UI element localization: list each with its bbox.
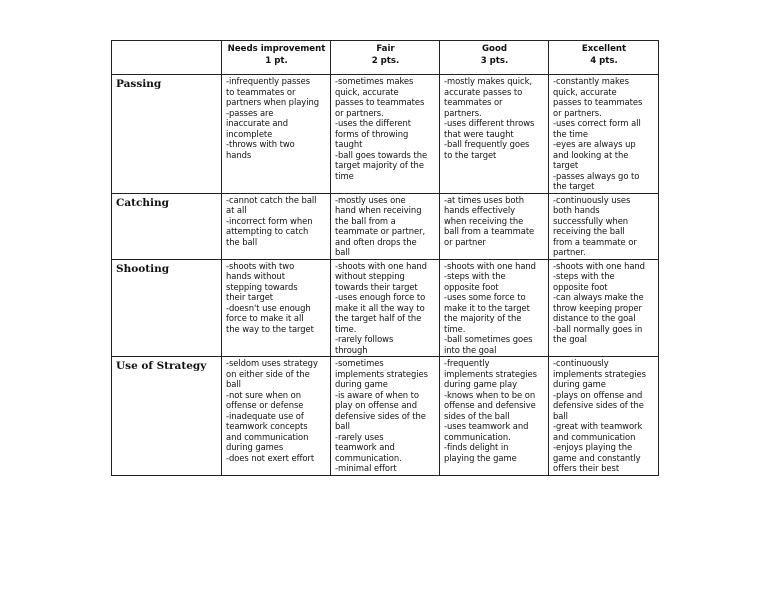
level-label: Excellent (581, 44, 627, 54)
criteria-line: hands effectively (444, 205, 516, 215)
criteria-line: opposite foot (553, 281, 608, 292)
criteria-line: successfully when (553, 215, 629, 226)
criteria-line: distance to the goal (553, 313, 636, 323)
criteria-line: -ball goes towards the (335, 149, 428, 160)
criteria-line: -uses correct form all (553, 118, 641, 128)
criteria-line: during game play (444, 379, 518, 389)
criteria-line: -mostly makes quick, (444, 76, 532, 86)
criteria-line: inaccurate and (226, 118, 289, 128)
criteria-line: -mostly uses one (335, 194, 406, 205)
criteria-line: offense or defense (226, 400, 304, 410)
criteria-line: during game (335, 379, 388, 389)
level-points: 1 pt. (265, 56, 288, 66)
criteria-line: partner. (553, 247, 586, 257)
criteria-line: from a teammate or (553, 236, 637, 247)
header-row (112, 41, 659, 75)
criteria-line: towards their target (335, 281, 418, 292)
criteria-line: sides of the ball (444, 410, 510, 421)
criteria-line: -at times uses both (444, 194, 524, 205)
criteria-line: teammate or partner, (335, 226, 426, 236)
criteria-cell (222, 259, 331, 357)
criteria-line: ball (226, 379, 241, 389)
criteria-cell (440, 75, 549, 194)
criteria-line: -cannot catch the ball (226, 194, 317, 205)
criteria-line: -continuously uses (553, 194, 631, 205)
criteria-line: playing the game (444, 452, 517, 463)
level-header (440, 41, 549, 75)
criteria-line: time. (335, 323, 357, 334)
criteria-line: accurate passes to (444, 86, 523, 97)
criteria-line: at all (226, 205, 247, 215)
category-label: Catching (112, 193, 222, 259)
criteria-line: during games (226, 442, 284, 452)
rubric-row (112, 259, 659, 357)
criteria-line: target (553, 160, 579, 170)
criteria-line: -can always make the (553, 292, 644, 302)
category-label: Use of Strategy (112, 357, 222, 476)
criteria-line: -eyes are always up (553, 139, 636, 149)
level-label: Fair (376, 44, 395, 54)
criteria-line: -rarely follows (335, 334, 394, 344)
criteria-line: throw keeping proper (553, 302, 642, 313)
criteria-line: -shoots with one hand (553, 260, 645, 271)
header-corner (112, 41, 222, 75)
criteria-line: -inadequate use of (226, 410, 304, 421)
criteria-line: -infrequently passes (226, 76, 311, 86)
criteria-line: communication. (335, 452, 402, 463)
criteria-line: ball (335, 421, 350, 431)
criteria-line: -knows when to be on (444, 389, 536, 400)
criteria-line: -ball sometimes goes (444, 334, 533, 344)
criteria-line: -steps with the (553, 271, 615, 281)
criteria-line: quick, accurate (553, 86, 617, 97)
criteria-line: ball from a teammate (444, 226, 535, 236)
criteria-line: during game (553, 379, 606, 389)
criteria-line: ball (553, 410, 568, 421)
criteria-line: -passes always go to (553, 170, 640, 181)
criteria-line: without stepping (335, 271, 405, 281)
criteria-line: -uses the different (335, 118, 412, 128)
criteria-line: -ball normally goes in (553, 323, 643, 334)
criteria-line: hands (226, 149, 252, 160)
criteria-line: receiving the ball (553, 226, 625, 236)
criteria-line: the way to the target (226, 323, 314, 334)
criteria-line: -is aware of when to (335, 389, 419, 400)
criteria-line: ball (335, 247, 350, 257)
criteria-line: passes to teammates (335, 97, 425, 107)
level-header (222, 41, 331, 75)
criteria-cell (331, 357, 440, 476)
criteria-line: hands without (226, 271, 285, 281)
criteria-line: both hands (553, 205, 600, 215)
criteria-line: offense and defensive (444, 400, 536, 410)
criteria-cell (549, 193, 659, 259)
criteria-line: defensive sides of the (553, 400, 644, 410)
criteria-cell (331, 259, 440, 357)
criteria-line: implements strategies (335, 368, 428, 379)
criteria-line: the goal (553, 334, 587, 344)
criteria-line: -steps with the (444, 271, 506, 281)
criteria-line: -seldom uses strategy (226, 358, 318, 368)
criteria-line: -uses some force to (444, 292, 526, 302)
criteria-line: incomplete (226, 128, 273, 139)
criteria-line: -finds delight in (444, 442, 509, 452)
criteria-line: target majority of the (335, 160, 424, 170)
criteria-line: or partner (444, 236, 486, 247)
criteria-line: the ball (226, 236, 258, 247)
criteria-line: -incorrect form when (226, 215, 313, 226)
rubric-row (112, 357, 659, 476)
criteria-line: attempting to catch (226, 226, 309, 236)
criteria-line: -uses different throws (444, 118, 535, 128)
rubric-body (112, 75, 659, 476)
criteria-line: and often drops the (335, 236, 417, 247)
criteria-line: the target half of the (335, 313, 422, 323)
criteria-line: the target (553, 181, 595, 191)
criteria-line: implements strategies (444, 368, 537, 379)
criteria-line: and communication (226, 431, 309, 442)
criteria-line: opposite foot (444, 281, 499, 292)
criteria-line: quick, accurate (335, 86, 399, 97)
level-points: 2 pts. (371, 56, 400, 66)
criteria-line: time. (444, 323, 466, 334)
criteria-line: on either side of the (226, 368, 310, 379)
criteria-line: make it all the way to (335, 302, 425, 313)
criteria-line: teamwork and (335, 442, 395, 452)
criteria-cell (222, 357, 331, 476)
criteria-line: forms of throwing (335, 128, 409, 139)
criteria-line: -sometimes makes (335, 76, 414, 86)
criteria-line: to teammates or (226, 86, 296, 97)
criteria-line: that were taught (444, 128, 514, 139)
criteria-cell (222, 193, 331, 259)
criteria-line: and looking at the (553, 149, 629, 160)
criteria-line: force to make it all (226, 313, 304, 323)
criteria-line: through (335, 344, 368, 355)
criteria-line: -sometimes (335, 358, 384, 368)
criteria-line: -constantly makes (553, 76, 629, 86)
criteria-line: their target (226, 292, 274, 302)
level-label: Good (481, 44, 507, 54)
criteria-line: into the goal (444, 344, 497, 355)
criteria-line: to the target (444, 149, 497, 160)
criteria-line: when receiving the (444, 215, 524, 226)
rubric-row (112, 75, 659, 194)
criteria-line: -plays on offense and (553, 389, 643, 400)
criteria-line: play on offense and (335, 400, 417, 410)
criteria-cell (440, 357, 549, 476)
criteria-line: -minimal effort (335, 463, 397, 473)
criteria-line: -does not exert effort (226, 452, 315, 463)
criteria-line: passes to teammates (553, 97, 643, 107)
criteria-line: -frequently (444, 358, 490, 368)
level-header (549, 41, 659, 75)
criteria-line: game and constantly (553, 452, 641, 463)
criteria-line: hand when receiving (335, 205, 422, 215)
criteria-line: -continuously (553, 358, 609, 368)
criteria-line: -uses enough force to (335, 292, 426, 302)
criteria-line: time (335, 170, 354, 181)
criteria-cell (549, 259, 659, 357)
criteria-line: -doesn't use enough (226, 302, 311, 313)
rubric-row (112, 193, 659, 259)
criteria-line: partners when playing (226, 97, 320, 107)
criteria-line: the time (553, 128, 588, 139)
rubric-table (111, 40, 659, 476)
criteria-line: -passes are (226, 107, 274, 118)
criteria-line: -shoots with two (226, 260, 295, 271)
criteria-line: teammates or (444, 97, 503, 107)
criteria-cell (440, 193, 549, 259)
criteria-cell (331, 75, 440, 194)
criteria-cell (549, 75, 659, 194)
criteria-line: or partners. (335, 107, 384, 118)
criteria-line: -great with teamwork (553, 421, 643, 431)
criteria-line: offers their best (553, 463, 620, 473)
criteria-line: or partners. (553, 107, 602, 118)
criteria-line: and communication (553, 431, 636, 442)
criteria-line: communication. (444, 431, 511, 442)
criteria-cell (549, 357, 659, 476)
criteria-line: -enjoys playing the (553, 442, 633, 452)
level-header (331, 41, 440, 75)
criteria-line: the ball from a (335, 215, 396, 226)
category-label: Passing (112, 75, 222, 194)
criteria-line: the majority of the (444, 313, 522, 323)
criteria-cell (222, 75, 331, 194)
criteria-cell (331, 193, 440, 259)
criteria-line: partners. (444, 107, 482, 118)
criteria-line: teamwork concepts (226, 421, 308, 431)
criteria-line: defensive sides of the (335, 410, 426, 421)
criteria-line: -not sure when on (226, 389, 302, 400)
criteria-line: -rarely uses (335, 431, 384, 442)
criteria-line: implements strategies (553, 368, 646, 379)
criteria-line: stepping towards (226, 281, 298, 292)
criteria-line: taught (335, 139, 363, 149)
criteria-line: make it to the target (444, 302, 530, 313)
level-label: Needs improvement (227, 44, 326, 54)
level-points: 3 pts. (480, 56, 509, 66)
criteria-cell (440, 259, 549, 357)
criteria-line: -shoots with one hand (444, 260, 536, 271)
criteria-line: -ball frequently goes (444, 139, 530, 149)
criteria-line: -shoots with one hand (335, 260, 427, 271)
level-points: 4 pts. (590, 56, 618, 66)
category-label: Shooting (112, 259, 222, 357)
criteria-line: -throws with two (226, 139, 295, 149)
criteria-line: -uses teamwork and (444, 421, 529, 431)
